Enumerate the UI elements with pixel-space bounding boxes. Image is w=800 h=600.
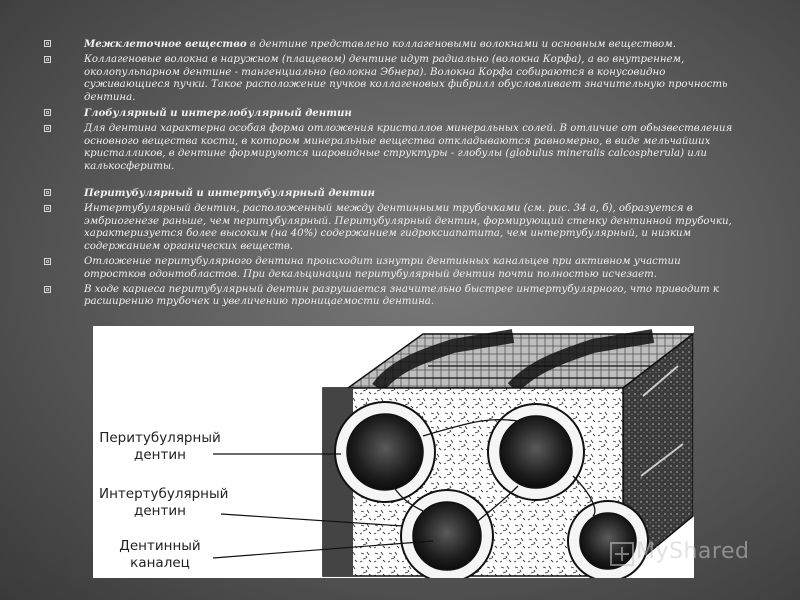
bullet-item: [44, 256, 744, 281]
slide-body: [44, 38, 744, 312]
bullet-item: [44, 38, 744, 51]
label-canal: [99, 538, 221, 572]
bullet-icon: [44, 286, 51, 293]
bullet-item: [44, 187, 744, 200]
label-intertubular: [99, 486, 229, 520]
paragraph-text: Отложение перитубулярного дентина происходит изнутри дентинных канальцев при активном участии отростков одонтобластов. При декальцинации перитубулярный дентин почти полностью исчезает.: [84, 256, 681, 280]
bullet-icon: [44, 109, 51, 116]
label-line: каналец: [130, 555, 190, 571]
bullet-item: [44, 107, 744, 120]
bullet-icon: [44, 258, 51, 265]
bullet-item: [44, 284, 744, 309]
label-peritubular: [99, 430, 221, 464]
paragraph-text: Коллагеновые волокна в наружном (плащевом) дентине идут радиально (волокна Корфа), а во внутреннем, околопульпарном дентине - тангенциально (волокна Эбнера). Волокна Корфа собираются в конусовидно суживающиеся пучки. Такое расположение пучков коллагеновых фибрилл обусловливает значительную прочность дентина.: [84, 54, 728, 103]
bullet-item: [44, 123, 744, 173]
label-line: Перитубулярный: [99, 430, 221, 446]
bullet-icon: [44, 40, 51, 47]
bullet-item: [44, 203, 744, 253]
paragraph-text: в дентине представлено коллагеновыми волокнами и основным веществом.: [246, 39, 676, 50]
paragraph-text: Интертубулярный дентин, расположенный между дентинными трубочками (см. рис. 34 а, б), образуется в эмбриогенезе раньше, чем перитубулярный. Перитубулярный дентин, формирующий стенку дентинной трубочки, характеризуется более высоким (на 40%) содержанием гидроксиапатита, чем интертубулярный, и низким содержанием органических веществ.: [84, 203, 732, 252]
bullet-icon: [44, 56, 51, 63]
label-line: дентин: [134, 447, 186, 463]
bold-lead: Межклеточное вещество: [84, 38, 247, 50]
label-line: дентин: [134, 503, 186, 519]
label-line: Интертубулярный: [99, 486, 229, 502]
section-heading: Глобулярный и интерглобулярный дентин: [84, 107, 352, 120]
bullet-item: [44, 54, 744, 104]
watermark: [610, 538, 760, 568]
paragraph-text: В ходе кариеса перитубулярный дентин разрушается значительно быстрее интертубулярного, что приводит к расширению трубочек и увеличению проницаемости дентина.: [84, 283, 719, 308]
watermark-logo-icon: [610, 542, 634, 566]
bullet-icon: [44, 125, 51, 132]
section-heading: Перитубулярный и интертубулярный дентин: [84, 187, 375, 200]
paragraph-text: Для дентина характерна особая форма отложения кристаллов минеральных солей. В отличие от обызвествления основного вещества кости, в котором минеральные вещества откладываются равномерно, в виде мельчайших кристалликов, в дентине формируются шаровидные структуры - глобулы (globulus mineralis calcospherula) или калькосфериты.: [84, 123, 733, 172]
label-line: Дентинный: [119, 538, 201, 554]
bullet-icon: [44, 205, 51, 212]
bullet-icon: [44, 189, 51, 196]
dentin-figure: [93, 326, 694, 578]
watermark-text: MyShared: [636, 539, 750, 564]
